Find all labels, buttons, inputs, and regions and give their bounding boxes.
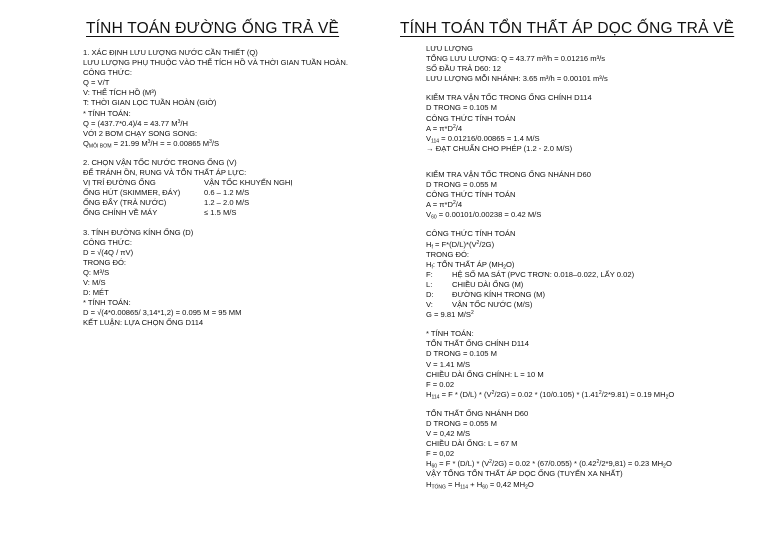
branch-check-area: $A = \pi*D^2/4$ [426,200,463,210]
flow-label: LƯU LƯỢNG [426,44,473,53]
flow-total: TỔNG LƯU LƯỢNG: Q = 43.77 m³/h = 0.01216 m³/s [426,54,606,64]
flow-branch: LƯU LƯỢNG MỖI NHÁNH: 3.65 m³/h = 0.00101 m³/s [426,74,608,84]
loss-def-item: L: CHIỀU DÀI ỐNG (M) [426,279,524,289]
branch-check-d: D TRONG = 0.055 M [426,180,497,190]
loss-hf-def: $H_f$: TỔN THẤT ÁP $(MH_2O)$ [426,259,515,271]
s1-calc-c: $Q_{MỖI BƠM} = 21.99$ $M^3/H$ = = 0.00865 $M^3/S$ [83,138,220,150]
main-check-d: D TRONG = 0.105 M [426,103,497,113]
s1-heading: 1. XÁC ĐỊNH LƯU LƯỢNG NƯỚC CẦN THIẾT (Q) [83,48,258,57]
s3-v: V: M/S [83,277,106,287]
right-column [426,44,762,490]
loss-def-item: F: HỆ SỐ MA SÁT (PVC TRƠN: 0.018–0.022, LẤY 0.02) [426,269,635,279]
s3-q: Q: M³/S [83,267,110,277]
left-column [83,48,388,328]
title-right: TÍNH TOÁN TỔN THẤT ÁP DỌC ỐNG TRẢ VỀ [400,20,735,37]
calc-main-h: $H_{114} = F * (D/L) * (V^2/2G) = 0.02 * (10/0.105) * (1.41^2/2*9.81) = 0.19$ $MH_2O$ [426,389,675,401]
calc-label: * TÍNH TOÁN: [426,329,474,339]
branch-check-velocity: $V_{60} = 0.00101/0.00238 = 0.42$ M/S [426,210,542,221]
s1-v-def: V: THỂ TÍCH HỒ (M³) [83,88,157,98]
main-check-heading: KIỂM TRA VẬN TỐC TRONG ỐNG CHÍNH D114 [426,93,592,103]
loss-formula-label: CÔNG THỨC TÍNH TOÁN [426,229,516,239]
s3-conclusion: KẾT LUẬN: LỰA CHỌN ỐNG D114 [83,318,204,328]
s3-calc-label: * TÍNH TOÁN: [83,298,131,308]
loss-def-item: V: VẬN TỐC NƯỚC (M/S) [426,300,533,310]
calc-branch-h: $H_{60} = F * (D/L) * (V^2/2G) = 0.02 * (67/0.055) * (0.42^2/2*9,81) = 0.23$ $MH_2O$ [426,459,672,470]
flow-count: SỐ ĐẦU TRẢ D60: 12 [426,64,501,74]
s1-t-def: T: THỜI GIAN LỌC TUẦN HOÀN (GIỜ) [83,98,217,108]
s3-formula-label: CÔNG THỨC: [83,237,132,247]
loss-formula: $H_f = F*(D/L)*(V^2/2G)$ [426,239,495,250]
loss-def-item: D: ĐƯỜNG KÍNH TRONG (M) [426,289,546,299]
main-check-ok: → ĐẠT CHUẨN CHO PHÉP (1.2 - 2.0 M/S) [426,143,573,153]
calc-main-l: CHIỀU DÀI ỐNG CHÍNH: L = 10 M [426,369,544,379]
s1-desc: LƯU LƯỢNG PHỤ THUỘC VÀO THỂ TÍCH HỒ VÀ THỜI GIAN TUẦN HOÀN. [83,58,348,68]
s1-calc-a: Q = (437.7*0.4)/4 = 43.77 $M^3/H$ [83,118,188,128]
s2-table-row: ỐNG CHÍNH VỀ MÁY ≤ 1.5 M/S [83,208,237,218]
main-check-area: $A = \pi*D^2/4$ [426,123,463,133]
s1-calc-b: VỚI 2 BƠM CHẠY SONG SONG: [83,128,198,138]
calc-total-label: VẬY TỔNG TỔN THẤT ÁP DỌC ỐNG (TUYẾN XA NHẤT) [426,469,623,479]
s2-table-row: ỐNG HÚT (SKIMMER, ĐÁY) 0.6 – 1.2 M/S [83,188,250,198]
calc-main-v: V = 1.41 M/S [426,359,471,369]
calc-main-d: D TRONG = 0.105 M [426,349,497,359]
calc-branch-l: CHIỀU DÀI ỐNG: L = 67 M [426,439,518,449]
s3-heading: 3. TÍNH ĐƯỜNG KÍNH ỐNG (D) [83,227,194,237]
title-left: TÍNH TOÁN ĐƯỜNG ỐNG TRẢ VỀ [86,20,340,37]
s2-heading: 2. CHỌN VẬN TỐC NƯỚC TRONG ỐNG (V) [83,157,237,167]
calc-branch-v: V = 0,42 M/S [426,429,471,439]
calc-branch-d: D TRONG = 0.055 M [426,419,497,428]
calc-main-title: TỔN THẤT ỐNG CHÍNH D114 [426,339,529,349]
calc-branch-f: F = 0,02 [426,449,455,459]
s1-calc-label: * TÍNH TOÁN: [83,108,131,118]
loss-where: TRONG ĐÓ: [426,249,470,259]
s2-desc: ĐỂ TRÁNH ỒN, RUNG VÀ TỔN THẤT ÁP LỰC: [83,168,247,178]
s1-formula-label: CÔNG THỨC: [83,68,132,78]
calc-main-f: F = 0.02 [426,379,455,389]
branch-check-formula-label: CÔNG THỨC TÍNH TOÁN [426,190,516,200]
s1-formula: Q = V/T [83,78,110,88]
s3-d: D: MÉT [83,288,109,298]
calc-total: $H_{TỔNG} = H_{114} + H_{60} = 0,42$ $MH_2O$ [426,479,534,491]
s3-calc: D = √(4*0.00865/ 3,14*1,2) = 0.095 M = 95 MM [83,308,242,318]
s3-formula: D = √(4Q / πV) [83,247,134,257]
s2-table-header: VỊ TRÍ ĐƯỜNG ỐNG VẬN TỐC KHUYẾN NGHỊ [83,178,293,188]
main-check-velocity: $V_{114} = 0.01216/0.00865 = 1.4$ M/S [426,133,540,145]
calc-branch-title: TỔN THẤT ỐNG NHÁNH D60 [426,408,529,418]
s2-table-row: ỐNG ĐẨY (TRẢ NƯỚC) 1.2 – 2.0 M/S [83,198,250,208]
loss-g: G = 9.81 $M/S^2$ [426,310,474,320]
branch-check-heading: KIỂM TRA VẬN TỐC TRONG ỐNG NHÁNH D60 [426,169,591,179]
s3-where: TRONG ĐÓ: [83,257,127,267]
main-check-formula-label: CÔNG THỨC TÍNH TOÁN [426,113,516,123]
